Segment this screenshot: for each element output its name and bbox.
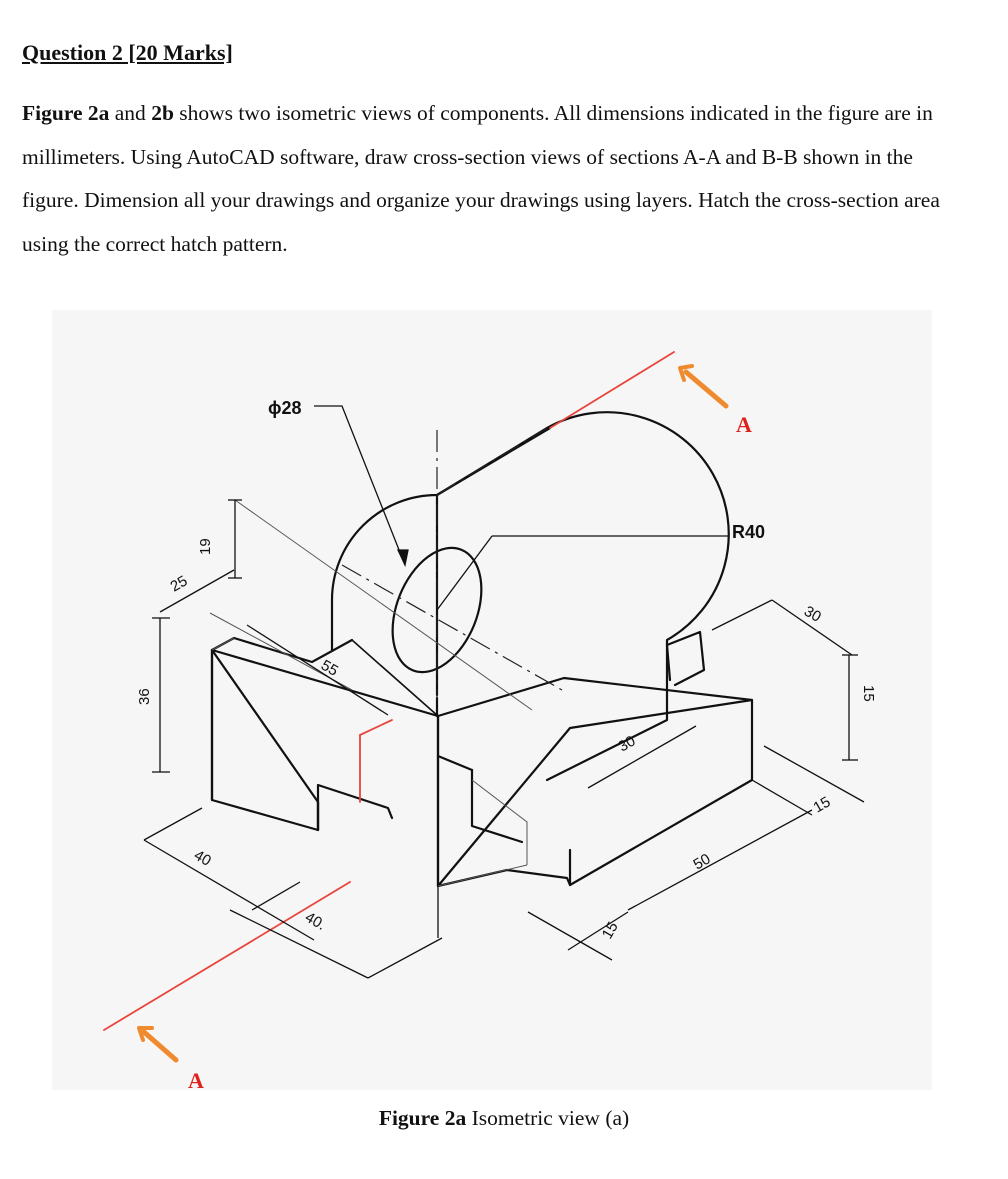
section-plane-a (104, 352, 726, 1060)
dim-19: 19 (197, 538, 214, 555)
question-body: shows two isometric views of components. All dimensions indicated in the figure are in millimeters. Using AutoCAD software, draw cross-section views of sections A-A and B-B shown in the figure. Dimension all your drawings and organize your drawings using layers. Hatch the cross-section area using the correct hatch pattern. (22, 101, 940, 256)
section-label-bottom: A (188, 1068, 204, 1090)
dim-15-lower: 15 (810, 793, 834, 817)
dim-diameter: ϕ28 (268, 398, 302, 418)
dim-30-slot: 30 (615, 732, 639, 756)
dim-30-right: 30 (801, 602, 824, 626)
dim-15-right: 15 (860, 685, 877, 702)
caption-figure-number: Figure 2a (378, 1106, 467, 1130)
figure-caption (0, 1106, 1008, 1131)
section-line-bottom (104, 882, 350, 1030)
dimension-lines (144, 406, 864, 978)
figure-ref-2a: Figure 2a (22, 101, 110, 125)
section-label-top: A (736, 412, 752, 437)
isometric-drawing (52, 310, 932, 1090)
question-heading: Question 2 [20 Marks] (22, 40, 233, 65)
section-line-top (550, 352, 674, 428)
dim-40-bottom: 40. (302, 908, 329, 934)
dim-25: 25 (167, 572, 191, 596)
construction-lines (210, 500, 532, 886)
section-arrow-top (680, 366, 726, 406)
isometric-figure (52, 310, 932, 1090)
dim-40-left: 40 (191, 846, 214, 870)
text-and: and (109, 101, 152, 125)
caption-text: Isometric view (a) (466, 1106, 630, 1130)
dim-50: 50 (690, 850, 714, 874)
section-arrow-bottom (139, 1028, 176, 1060)
dim-55: 55 (318, 656, 341, 680)
object-outline (212, 412, 752, 886)
dim-36: 36 (136, 688, 153, 705)
dim-radius: R40 (732, 522, 766, 542)
figure-ref-2b: 2b (151, 101, 174, 125)
dim-15-bottom: 15 (598, 919, 622, 942)
section-labels (188, 412, 752, 1090)
dimension-labels (136, 398, 877, 942)
question-text (22, 92, 972, 266)
